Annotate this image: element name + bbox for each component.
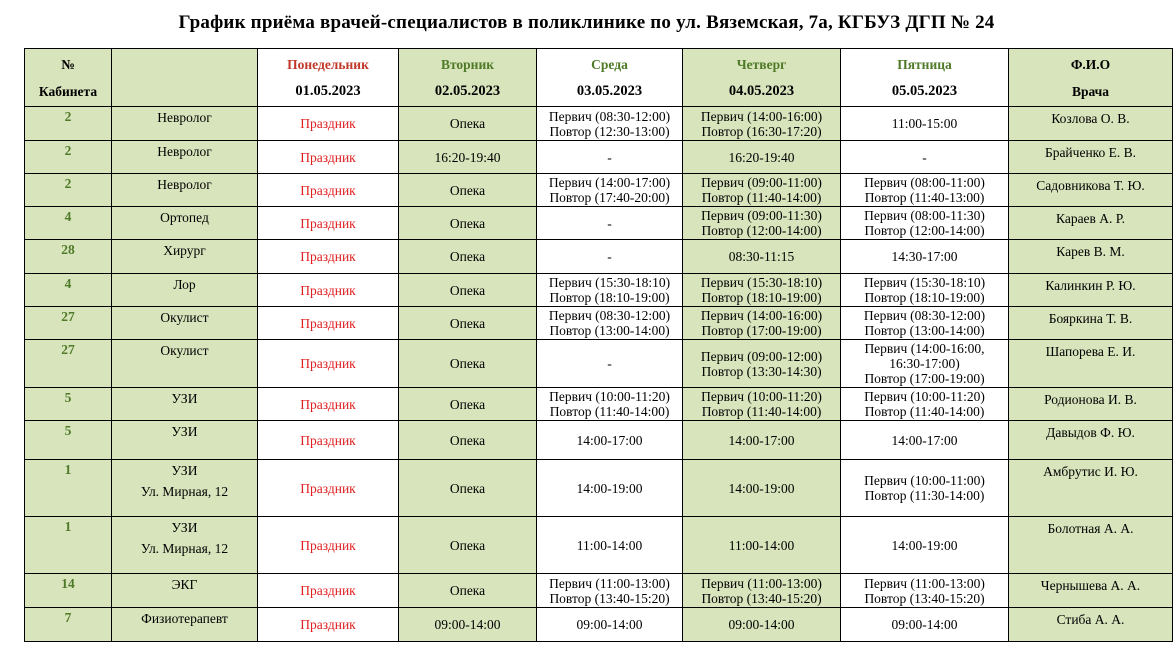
monday-cell [258, 141, 399, 174]
friday-cell [841, 207, 1009, 240]
tuesday-cell [399, 174, 537, 207]
doctor-name: Амбрутис И. Ю. [1043, 464, 1138, 479]
wednesday-cell [537, 274, 683, 307]
tuesday-value: Опека [449, 356, 486, 371]
schedule-line: Повтор (11:30-14:00) [864, 488, 985, 503]
table-row [25, 421, 1173, 460]
thursday-cell [683, 240, 841, 274]
schedule-line: Повтор (13:40-15:20) [864, 590, 985, 606]
doctor-name: Шапорева Е. И. [1045, 344, 1136, 359]
room-cell [25, 207, 112, 240]
tuesday-cell [399, 340, 537, 388]
schedule-line: Повтор (13:30-14:30) [701, 363, 822, 379]
monday-cell [258, 307, 399, 340]
schedule-table [24, 48, 1173, 642]
doctor-name: Давыдов Ф. Ю. [1046, 425, 1135, 440]
room-cell [25, 107, 112, 141]
tuesday-cell [399, 460, 537, 517]
wednesday-cell [537, 340, 683, 388]
schedule-line: Первич (10:00-11:20) [864, 389, 985, 404]
schedule-line: Первич (15:30-18:10) [548, 275, 671, 290]
holiday-label: Праздник [300, 396, 356, 412]
friday-cell [841, 107, 1009, 141]
doctor-cell [1009, 307, 1173, 340]
tuesday-cell [399, 107, 537, 141]
specialty-cell [112, 174, 258, 207]
specialty-cell [112, 274, 258, 307]
specialty-cell [112, 608, 258, 642]
tuesday-value: Опека [449, 480, 486, 496]
holiday-label: Праздник [300, 116, 356, 131]
tuesday-cell [399, 421, 537, 460]
schedule-line: - [607, 149, 612, 165]
wednesday-cell [537, 207, 683, 240]
doctor-cell [1009, 388, 1173, 421]
header-day-tue [399, 49, 537, 107]
holiday-label: Праздник [300, 617, 356, 632]
schedule-line: 11:00-15:00 [891, 116, 958, 131]
header-day-date: 03.05.2023 [576, 82, 643, 99]
schedule-line: Первич (11:00-13:00) [701, 575, 822, 591]
header-row [25, 49, 1173, 107]
table-row [25, 174, 1173, 207]
room-number: 28 [61, 242, 75, 257]
holiday-label: Праздник [300, 315, 356, 331]
doctor-cell [1009, 207, 1173, 240]
schedule-line: - [922, 149, 927, 165]
specialty-name: УЗИ [171, 391, 198, 406]
header-day-fri [841, 49, 1009, 107]
table-row [25, 460, 1173, 517]
schedule-line: - [607, 356, 612, 371]
specialty-name: Хирург [163, 243, 206, 258]
room-number: 1 [64, 519, 72, 534]
thursday-cell [683, 517, 841, 574]
room-cell [25, 388, 112, 421]
specialty-name: Невролог [157, 144, 212, 159]
schedule-line: Повтор (18:10-19:00) [549, 290, 670, 305]
schedule-line: Первич (11:00-13:00) [549, 575, 670, 591]
header-day-wed [537, 49, 683, 107]
schedule-line: Повтор (16:30-17:20) [701, 123, 822, 139]
doctor-name: Караев А. Р. [1056, 211, 1125, 226]
wednesday-cell [537, 574, 683, 608]
specialty-cell [112, 574, 258, 608]
schedule-line: 14:00-17:00 [891, 432, 958, 448]
table-row [25, 107, 1173, 141]
doctor-cell [1009, 340, 1173, 388]
specialty-name: Невролог [157, 177, 212, 192]
specialty-cell [112, 141, 258, 174]
doctor-cell [1009, 107, 1173, 141]
table-row [25, 240, 1173, 274]
table-row [25, 274, 1173, 307]
schedule-line: Первич (10:00-11:20) [549, 389, 670, 404]
specialty-name: Лор [173, 277, 196, 292]
schedule-line: Повтор (17:40-20:00) [549, 190, 670, 205]
room-number: 2 [64, 109, 72, 124]
schedule-line: 14:00-17:00 [728, 432, 795, 448]
monday-cell [258, 608, 399, 642]
room-cell [25, 174, 112, 207]
holiday-label: Праздник [300, 282, 356, 298]
room-cell [25, 274, 112, 307]
schedule-line: Первич (10:00-11:20) [701, 389, 822, 404]
thursday-cell [683, 388, 841, 421]
schedule-line: 09:00-14:00 [576, 617, 643, 632]
schedule-line: 08:30-11:15 [728, 249, 795, 264]
schedule-line: Повтор (11:40-14:00) [549, 404, 670, 419]
doctor-name: Родионова И. В. [1044, 392, 1137, 407]
tuesday-value: Опека [449, 249, 486, 264]
doctor-cell [1009, 240, 1173, 274]
header-room [25, 49, 112, 107]
specialty-name: Окулист [160, 310, 209, 325]
schedule-line: Повтор (12:00-14:00) [701, 223, 822, 238]
holiday-label: Праздник [300, 249, 356, 264]
schedule-line: Первич (09:00-11:30) [701, 208, 822, 223]
monday-cell [258, 574, 399, 608]
wednesday-cell [537, 608, 683, 642]
doctor-cell [1009, 421, 1173, 460]
doctor-name: Бояркина Т. В. [1048, 311, 1133, 326]
header-day-thu [683, 49, 841, 107]
schedule-line: Повтор (11:40-14:00) [701, 190, 822, 205]
table-row [25, 207, 1173, 240]
specialty-cell [112, 307, 258, 340]
schedule-line: Повтор (11:40-14:00) [864, 404, 985, 419]
doctor-name: Калинкин Р. Ю. [1045, 278, 1136, 293]
schedule-line: Повтор (13:00-14:00) [549, 323, 670, 338]
tuesday-cell [399, 274, 537, 307]
table-row [25, 340, 1173, 388]
wednesday-cell [537, 107, 683, 141]
room-number: 14 [61, 576, 75, 591]
doctor-cell [1009, 517, 1173, 574]
friday-cell [841, 174, 1009, 207]
table-row [25, 307, 1173, 340]
doctor-name: Садовникова Т. Ю. [1036, 178, 1145, 193]
header-day-name: Понедельник [287, 56, 369, 72]
tuesday-cell [399, 517, 537, 574]
friday-cell [841, 141, 1009, 174]
room-number: 7 [64, 610, 72, 625]
header-doctor-line1: Ф.И.О [1070, 56, 1111, 72]
tuesday-cell [399, 240, 537, 274]
tuesday-cell [399, 141, 537, 174]
friday-cell [841, 608, 1009, 642]
schedule-line: Первич (08:00-11:00) [864, 175, 985, 190]
schedule-line: Первич (08:30-12:00) [863, 308, 986, 323]
schedule-line: Первич (15:30-18:10) [700, 275, 823, 290]
friday-cell [841, 517, 1009, 574]
tuesday-value: Опека [449, 396, 486, 412]
holiday-label: Праздник [300, 356, 356, 371]
schedule-line: - [607, 249, 612, 264]
table-row [25, 517, 1173, 574]
friday-cell [841, 307, 1009, 340]
thursday-cell [683, 608, 841, 642]
room-number: 4 [64, 209, 72, 224]
tuesday-cell [399, 608, 537, 642]
schedule-line: Повтор (12:30-13:00) [549, 123, 670, 139]
schedule-line: Первич (14:00-16:00) [700, 108, 823, 124]
room-number: 2 [64, 176, 72, 191]
friday-cell [841, 274, 1009, 307]
wednesday-cell [537, 174, 683, 207]
holiday-label: Праздник [300, 537, 356, 553]
thursday-cell [683, 307, 841, 340]
room-number: 2 [64, 143, 72, 158]
schedule-line: Повтор (13:40-15:20) [549, 590, 670, 606]
table-row [25, 574, 1173, 608]
room-cell [25, 141, 112, 174]
monday-cell [258, 388, 399, 421]
specialty-address: Ул. Мирная, 12 [140, 541, 229, 556]
tuesday-value: Опека [449, 583, 486, 598]
header-day-date: 05.05.2023 [891, 82, 958, 99]
specialty-name: Ортопед [160, 210, 209, 225]
schedule-line: 14:00-19:00 [891, 537, 958, 553]
schedule-line: Повтор (13:00-14:00) [864, 323, 985, 338]
monday-cell [258, 207, 399, 240]
monday-cell [258, 517, 399, 574]
header-room-line1: № [61, 56, 75, 72]
room-cell [25, 421, 112, 460]
specialty-name: Физиотерапевт [141, 611, 228, 626]
room-cell [25, 340, 112, 388]
schedule-line: Первич (10:00-11:00) [864, 473, 985, 488]
specialty-cell [112, 460, 258, 517]
monday-cell [258, 240, 399, 274]
specialty-cell [112, 388, 258, 421]
header-day-date: 04.05.2023 [728, 82, 795, 99]
tuesday-value: Опека [449, 116, 486, 131]
specialty-name: УЗИ [171, 463, 198, 478]
room-number: 5 [64, 423, 72, 438]
thursday-cell [683, 274, 841, 307]
schedule-line: Первич (09:00-12:00) [700, 348, 823, 364]
room-cell [25, 460, 112, 517]
holiday-label: Праздник [300, 215, 356, 231]
tuesday-value: Опека [449, 182, 486, 198]
wednesday-cell [537, 517, 683, 574]
thursday-cell [683, 340, 841, 388]
specialty-cell [112, 107, 258, 141]
wednesday-cell [537, 307, 683, 340]
tuesday-value: Опека [449, 282, 486, 298]
room-number: 27 [61, 309, 75, 324]
schedule-line: 11:00-14:00 [576, 537, 643, 553]
schedule-line: Повтор (11:40-13:00) [864, 190, 985, 205]
doctor-cell [1009, 274, 1173, 307]
doctor-cell [1009, 608, 1173, 642]
thursday-cell [683, 207, 841, 240]
header-day-name: Вторник [440, 56, 495, 72]
room-number: 1 [64, 462, 72, 477]
schedule-line: 16:20-19:40 [728, 149, 795, 165]
wednesday-cell [537, 240, 683, 274]
tuesday-value: 16:20-19:40 [434, 149, 501, 165]
wednesday-cell [537, 141, 683, 174]
schedule-line: Повтор (17:00-19:00) [701, 323, 822, 338]
schedule-line: Первич (15:30-18:10) [863, 275, 986, 290]
header-day-date: 02.05.2023 [434, 82, 501, 99]
friday-cell [841, 574, 1009, 608]
specialty-cell [112, 207, 258, 240]
doctor-name: Чернышева А. А. [1040, 578, 1141, 593]
header-room-line2: Кабинета [38, 83, 98, 99]
specialty-name: ЭКГ [171, 577, 198, 592]
holiday-label: Праздник [300, 432, 356, 448]
schedule-line: Первич (08:00-11:30) [864, 208, 985, 223]
doctor-cell [1009, 141, 1173, 174]
schedule-line: Повтор (13:40-15:20) [701, 590, 822, 606]
room-cell [25, 608, 112, 642]
schedule-line: Первич (14:00-16:00) [700, 308, 823, 323]
table-row [25, 141, 1173, 174]
header-day-name: Четверг [736, 56, 787, 72]
friday-cell [841, 240, 1009, 274]
holiday-label: Праздник [300, 583, 356, 598]
doctor-name: Болотная А. А. [1047, 521, 1134, 536]
wednesday-cell [537, 460, 683, 517]
schedule-line: - [607, 215, 612, 231]
schedule-line: Первич (08:30-12:00) [548, 308, 671, 323]
header-day-mon [258, 49, 399, 107]
doctor-cell [1009, 174, 1173, 207]
friday-cell [841, 460, 1009, 517]
monday-cell [258, 107, 399, 141]
doctor-name: Козлова О. В. [1051, 111, 1130, 126]
friday-cell [841, 421, 1009, 460]
room-number: 4 [64, 276, 72, 291]
schedule-line: Первич (14:00-17:00) [548, 175, 671, 190]
tuesday-cell [399, 574, 537, 608]
wednesday-cell [537, 421, 683, 460]
holiday-label: Праздник [300, 182, 356, 198]
room-cell [25, 574, 112, 608]
friday-cell [841, 340, 1009, 388]
room-cell [25, 517, 112, 574]
tuesday-value: Опека [449, 432, 486, 448]
doctor-name: Стиба А. А. [1056, 612, 1125, 627]
specialty-name: УЗИ [171, 424, 198, 439]
tuesday-cell [399, 388, 537, 421]
monday-cell [258, 340, 399, 388]
tuesday-value: Опека [449, 215, 486, 231]
header-day-name: Среда [591, 56, 628, 72]
schedule-line: Первич (08:30-12:00) [548, 108, 671, 124]
room-number: 5 [64, 390, 72, 405]
schedule-line: Первич (14:00-16:00, [864, 341, 985, 356]
room-cell [25, 307, 112, 340]
doctor-cell [1009, 460, 1173, 517]
schedule-line: Повтор (12:00-14:00) [864, 223, 985, 238]
page-title: График приёма врачей-специалистов в поликлинике по ул. Вяземская, 7а, КГБУЗ ДГП № 24 [178, 12, 995, 33]
friday-cell [841, 388, 1009, 421]
schedule-line: 16:30-17:00) [889, 356, 960, 371]
tuesday-cell [399, 307, 537, 340]
table-row [25, 608, 1173, 642]
holiday-label: Праздник [300, 149, 356, 165]
specialty-name: Невролог [157, 110, 212, 125]
thursday-cell [683, 174, 841, 207]
wednesday-cell [537, 388, 683, 421]
schedule-line: Первич (11:00-13:00) [864, 575, 985, 591]
tuesday-cell [399, 207, 537, 240]
monday-cell [258, 174, 399, 207]
schedule-line: 09:00-14:00 [728, 617, 795, 632]
schedule-line: 09:00-14:00 [891, 617, 958, 632]
header-doctor-line2: Врача [1071, 83, 1110, 99]
room-number: 27 [61, 342, 75, 357]
schedule-line: Повтор (17:00-19:00) [864, 371, 985, 386]
doctor-cell [1009, 574, 1173, 608]
thursday-cell [683, 141, 841, 174]
schedule-line: Повтор (18:10-19:00) [701, 290, 822, 305]
table-row [25, 388, 1173, 421]
specialty-name: Окулист [160, 343, 209, 358]
holiday-label: Праздник [300, 480, 356, 496]
specialty-address: Ул. Мирная, 12 [140, 484, 229, 499]
schedule-line: 14:00-19:00 [728, 480, 795, 496]
tuesday-value: Опека [449, 315, 486, 331]
schedule-line: 14:30-17:00 [891, 249, 958, 264]
schedule-line: 11:00-14:00 [728, 537, 795, 553]
doctor-name: Брайченко Е. В. [1044, 145, 1137, 160]
room-cell [25, 240, 112, 274]
thursday-cell [683, 421, 841, 460]
monday-cell [258, 274, 399, 307]
header-day-date: 01.05.2023 [295, 82, 361, 99]
schedule-line: Повтор (11:40-14:00) [701, 404, 822, 419]
thursday-cell [683, 574, 841, 608]
schedule-line: Повтор (18:10-19:00) [864, 290, 985, 305]
specialty-cell [112, 517, 258, 574]
tuesday-value: 09:00-14:00 [434, 617, 501, 632]
schedule-line: 14:00-19:00 [576, 480, 643, 496]
schedule-line: 14:00-17:00 [576, 432, 643, 448]
header-day-name: Пятница [897, 56, 952, 72]
header-spec [112, 49, 258, 107]
specialty-cell [112, 421, 258, 460]
specialty-name: УЗИ [171, 520, 198, 535]
doctor-name: Карев В. М. [1056, 244, 1125, 259]
thursday-cell [683, 460, 841, 517]
monday-cell [258, 421, 399, 460]
monday-cell [258, 460, 399, 517]
thursday-cell [683, 107, 841, 141]
schedule-line: Первич (09:00-11:00) [701, 175, 822, 190]
specialty-cell [112, 340, 258, 388]
specialty-cell [112, 240, 258, 274]
header-doctor [1009, 49, 1173, 107]
tuesday-value: Опека [449, 537, 486, 553]
